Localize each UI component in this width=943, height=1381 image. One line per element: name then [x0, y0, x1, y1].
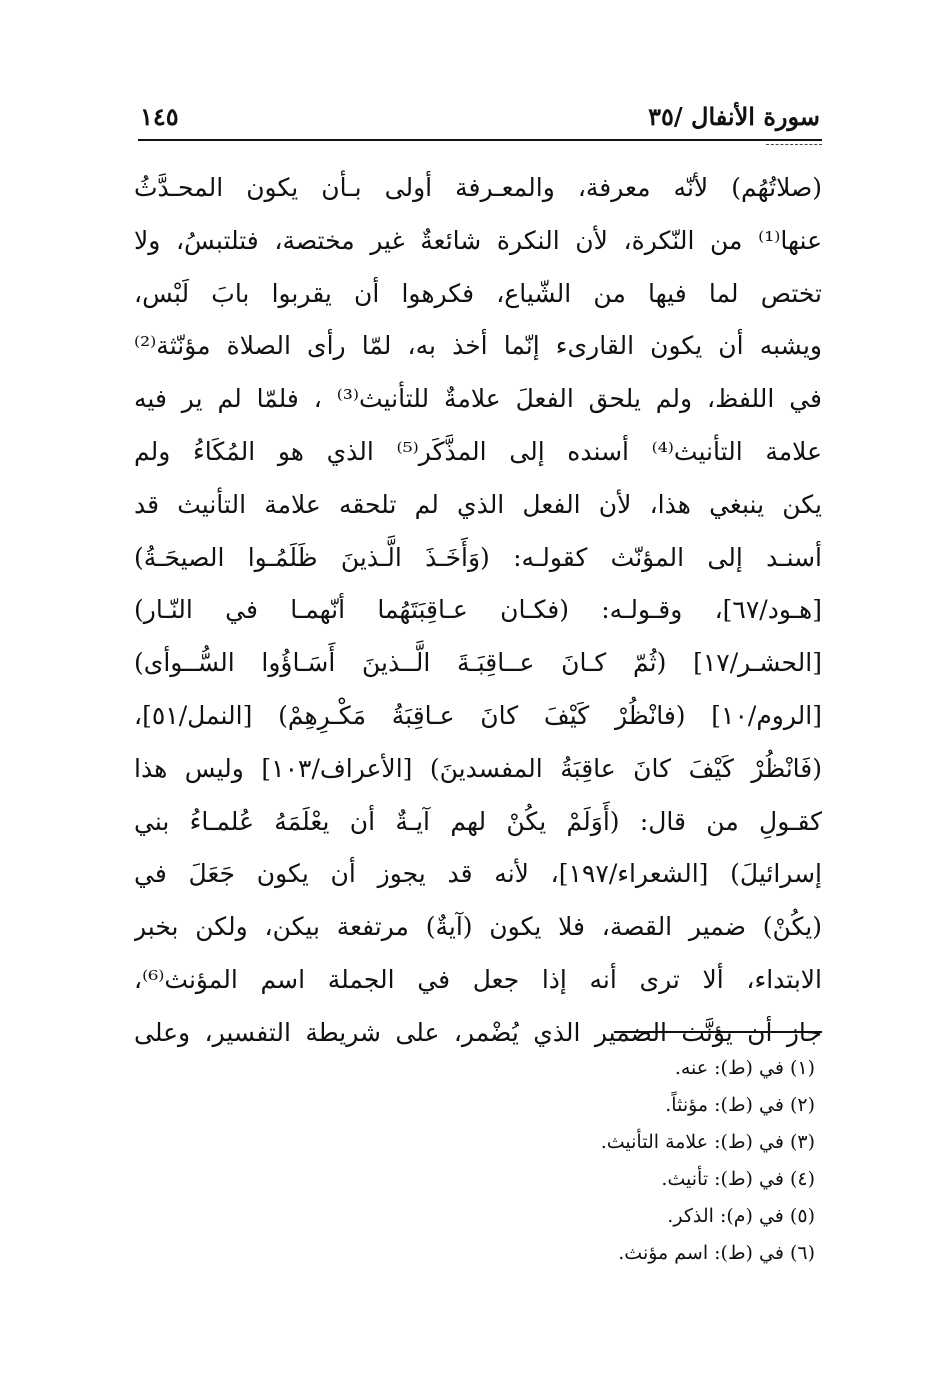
- text-line: يكن ينبغي هذا، لأن الفعل الذي لم تلحقه علامة التأنيث قد: [134, 489, 822, 519]
- footnote-separator: [614, 1031, 822, 1033]
- footnote: (٤) في (ط): تأنيث.: [661, 1168, 815, 1190]
- text-line: [هـود/٦٧]، وقـولـه: (فكـان عـاقِبَتَهُما أنّهمـا في النّـار): [134, 595, 822, 625]
- text-line: جاز أن يؤنَّث الضمير الذي يُضْمر، على شريطة التفسير، وعلى: [134, 1017, 822, 1047]
- text-line: إسرائيلَ) [الشعراء/١٩٧]، لأنه قد يجوز أن يكون جَعَلَ في: [134, 859, 822, 889]
- text-line: في اللفظ، ولم يلحق الفعلَ علامةٌ للتأنيث⁽³⁾ ، فلمّا لم ير فيه: [134, 384, 822, 414]
- footnote: (٦) في (ط): اسم مؤنث.: [618, 1242, 815, 1264]
- text-line: ويشبه أن يكون القارىء إنّما أخذ به، لمّا رأى الصلاة مؤنّثة⁽²⁾: [134, 331, 822, 361]
- footnotes: [415, 1050, 815, 1272]
- text-line: الابتداء، ألا ترى أنه إذا جعل في الجملة اسم المؤنث⁽⁶⁾،: [134, 964, 822, 994]
- footnote: (١) في (ط): عنه.: [674, 1057, 815, 1079]
- footnote: (٢) في (ط): مؤنثاً.: [665, 1094, 815, 1116]
- text-line: [الروم/١٠] (فانْظُرْ كَيْفَ كانَ عـاقِبَةُ مَكْـرِهِمْ) [النمل/٥١]،: [134, 700, 822, 730]
- main-text: [134, 162, 822, 1060]
- text-line: [الحشـر/١٧] (ثُمّ كـانَ عــاقِبَـةَ الَّــذينَ أَسَـاؤُوا السُّــوأى): [134, 648, 822, 678]
- header-rule: [138, 139, 822, 141]
- text-line: (فَانْظُرْ كَيْفَ كانَ عاقِبَةُ المفسدينَ) [الأعراف/١٠٣] وليس هذا: [134, 753, 822, 783]
- footnote: (٣) في (ط): علامة التأنيث.: [600, 1131, 815, 1153]
- running-header: [140, 96, 820, 136]
- text-line: أسنـد إلى المؤنّث كقولـه: (وَأَخَـذَ الَّـذينَ ظَلَمُـوا الصيحَـةُ): [134, 542, 822, 572]
- text-line: كقـولِ من قال: (أَوَلَمْ يكُنْ لهم آيـةٌ أن يعْلَمَهُ عُلمـاءُ بني: [134, 806, 822, 836]
- footnote: (٥) في (م): الذكر.: [667, 1205, 815, 1227]
- text-line: علامة التأنيث⁽⁴⁾ أسنده إلى المذَّكَر⁽⁵⁾ الذي هو المُكَاءُ ولم: [134, 436, 822, 466]
- header-rule-tail: [766, 144, 822, 145]
- text-line: (صلاتُهُم) لأنّه معرفة، والمعـرفة أولى بـأن يكون المحـدَّثُ: [134, 173, 822, 202]
- page-number: ١٤٥: [140, 101, 179, 131]
- text-line: تختص لما فيها من الشّياع، فكرهوا أن يقربوا بابَ لَبْس،: [134, 278, 822, 308]
- text-line: عنها⁽¹⁾ من النّكرة، لأن النكرة شائعةٌ غير مختصة، فتلتبسُ، ولا: [134, 225, 822, 255]
- text-line: (يكُنْ) ضمير القصة، فلا يكون (آيةٌ) مرتفعة بيكن، ولكن بخبر: [134, 912, 822, 942]
- surah-title: سورة الأنفال /٣٥: [648, 101, 820, 131]
